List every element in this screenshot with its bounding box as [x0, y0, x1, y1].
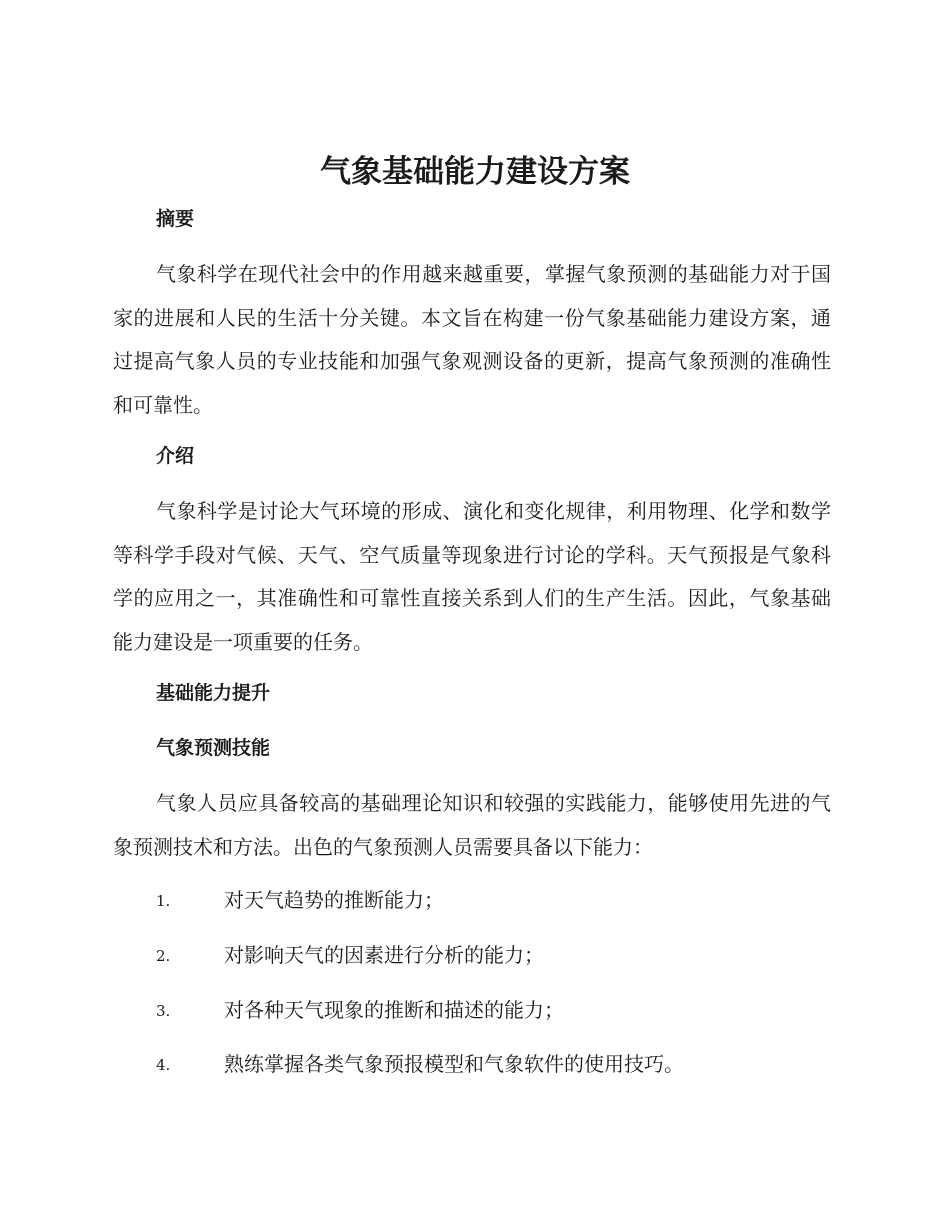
section-heading-forecast-skill: 气象预测技能 [156, 737, 271, 759]
section-heading-intro: 介绍 [156, 445, 195, 467]
list-item-number: 4. [156, 1056, 171, 1074]
list-item-text: 对影响天气的因素进行分析的能力； [224, 943, 544, 967]
section-heading-capability: 基础能力提升 [156, 682, 271, 704]
list-item-text: 对各种天气现象的推断和描述的能力； [224, 998, 564, 1022]
paragraph-intro: 气象科学是讨论大气环境的形成、演化和变化规律，利用物理、化学和数学等科学手段对气候、天气、空气质量等现象进行讨论的学科。天气预报是气象科学的应用之一，其准确性和可靠性直接关系到人们的生产生活。因此，气象基础能力建设是一项重要的任务。 [113, 499, 831, 654]
document-title: 气象基础能力建设方案 [320, 154, 630, 190]
list-item-number: 1. [156, 892, 171, 910]
list-item-number: 3. [156, 1002, 171, 1020]
paragraph-abstract: 气象科学在现代社会中的作用越来越重要，掌握气象预测的基础能力对于国家的进展和人民的生活十分关键。本文旨在构建一份气象基础能力建设方案，通过提高气象人员的专业技能和加强气象观测设备的更新，提高气象预测的准确性和可靠性。 [113, 262, 831, 417]
list-item-text: 对天气趋势的推断能力； [224, 888, 444, 912]
list-item-number: 2. [156, 947, 171, 965]
list-item-text: 熟练掌握各类气象预报模型和气象软件的使用技巧。 [224, 1052, 684, 1076]
paragraph-forecast-skill: 气象人员应具备较高的基础理论知识和较强的实践能力，能够使用先进的气象预测技术和方法。出色的气象预测人员需要具备以下能力： [113, 791, 831, 859]
list-item [0, 1049, 900, 1079]
list-item [0, 885, 900, 915]
list-item [0, 995, 900, 1025]
list-item [0, 940, 900, 970]
section-heading-abstract: 摘要 [156, 208, 195, 230]
